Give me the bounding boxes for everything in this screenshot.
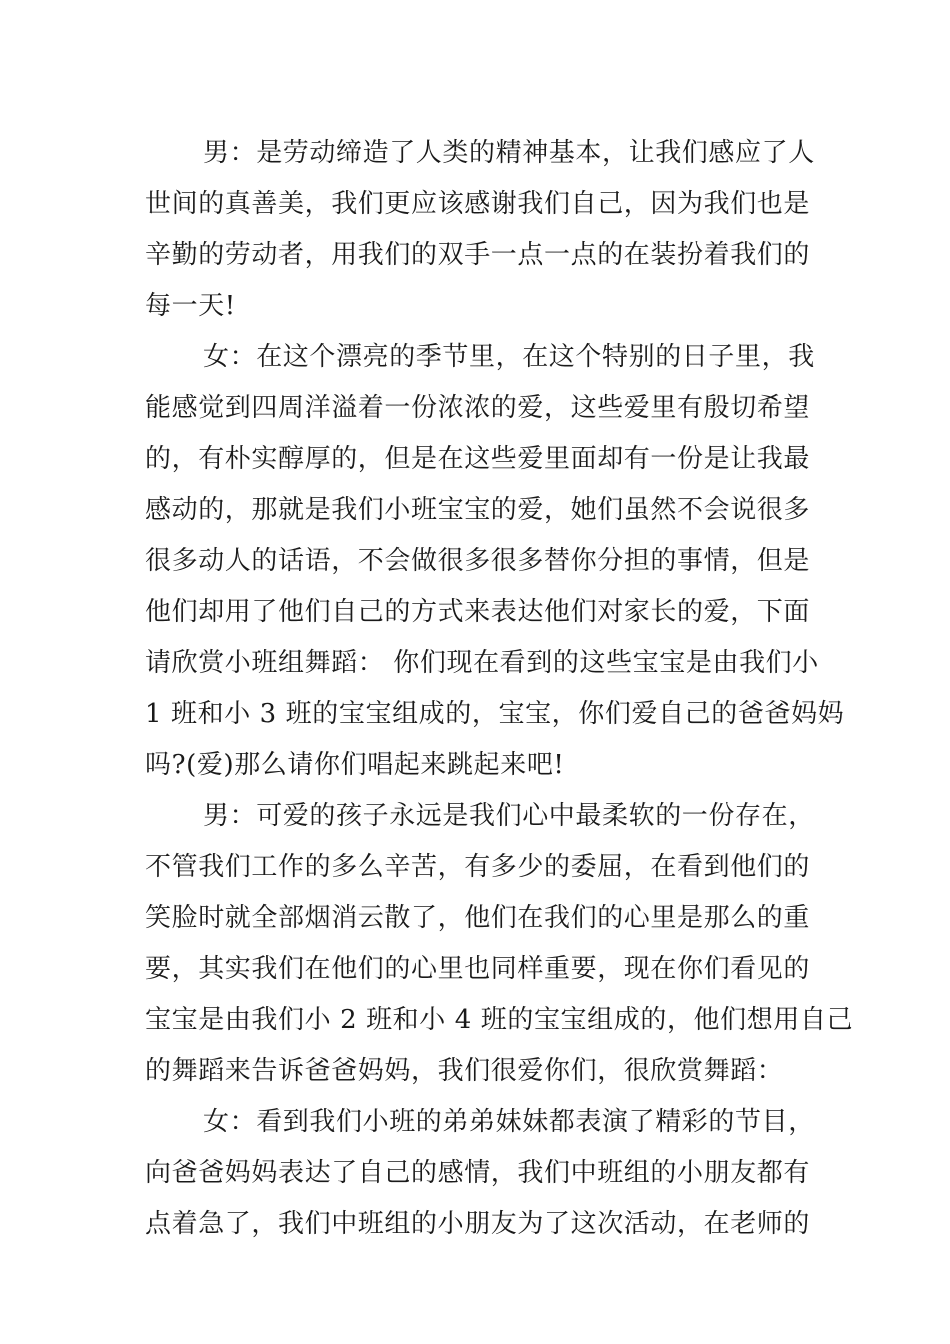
text-line: 点着急了，我们中班组的小朋友为了这次活动，在老师的 — [145, 1209, 811, 1239]
text-line: 辛勤的劳动者，用我们的双手一点一点的在装扮着我们的 — [145, 240, 811, 270]
text-line: 吗?(爱)那么请你们唱起来跳起来吧! — [145, 750, 565, 780]
text-line: 能感觉到四周洋溢着一份浓浓的爱，这些爱里有殷切希望 — [145, 393, 811, 423]
text-line: 他们却用了他们自己的方式来表达他们对家长的爱，下面 — [145, 597, 811, 627]
text-line: 女：在这个漂亮的季节里，在这个特别的日子里，我 — [203, 342, 815, 372]
paragraph-female-1 — [145, 332, 845, 791]
text-line: 要，其实我们在他们的心里也同样重要，现在你们看见的 — [145, 954, 811, 984]
text-line: 请欣赏小班组舞蹈： 你们现在看到的这些宝宝是由我们小 — [145, 648, 819, 678]
text-line: 笑脸时就全部烟消云散了，他们在我们的心里是那么的重 — [145, 903, 811, 933]
text-line: 宝宝是由我们小 2 班和小 4 班的宝宝组成的，他们想用自己 — [145, 1005, 854, 1035]
text-line: 男：可爱的孩子永远是我们心中最柔软的一份存在， — [203, 801, 815, 831]
text-line: 向爸爸妈妈表达了自己的感情，我们中班组的小朋友都有 — [145, 1158, 811, 1188]
text-line: 很多动人的话语，不会做很多很多替你分担的事情，但是 — [145, 546, 811, 576]
paragraph-male-2 — [145, 791, 854, 1097]
text-line: 的舞蹈来告诉爸爸妈妈，我们很爱你们，很欣赏舞蹈： — [145, 1056, 784, 1086]
text-line: 的，有朴实醇厚的，但是在这些爱里面却有一份是让我最 — [145, 444, 811, 474]
paragraph-male-1 — [145, 128, 815, 332]
text-line: 男：是劳动缔造了人类的精神基本，让我们感应了人 — [203, 138, 815, 168]
text-line: 每一天! — [145, 291, 236, 321]
document-body — [145, 128, 854, 1250]
text-line: 世间的真善美，我们更应该感谢我们自己，因为我们也是 — [145, 189, 811, 219]
paragraph-female-2 — [145, 1097, 815, 1250]
text-line: 感动的，那就是我们小班宝宝的爱，她们虽然不会说很多 — [145, 495, 811, 525]
text-line: 女：看到我们小班的弟弟妹妹都表演了精彩的节目， — [203, 1107, 815, 1137]
text-line: 1 班和小 3 班的宝宝组成的，宝宝，你们爱自己的爸爸妈妈 — [145, 699, 845, 729]
text-line: 不管我们工作的多么辛苦，有多少的委屈，在看到他们的 — [145, 852, 811, 882]
